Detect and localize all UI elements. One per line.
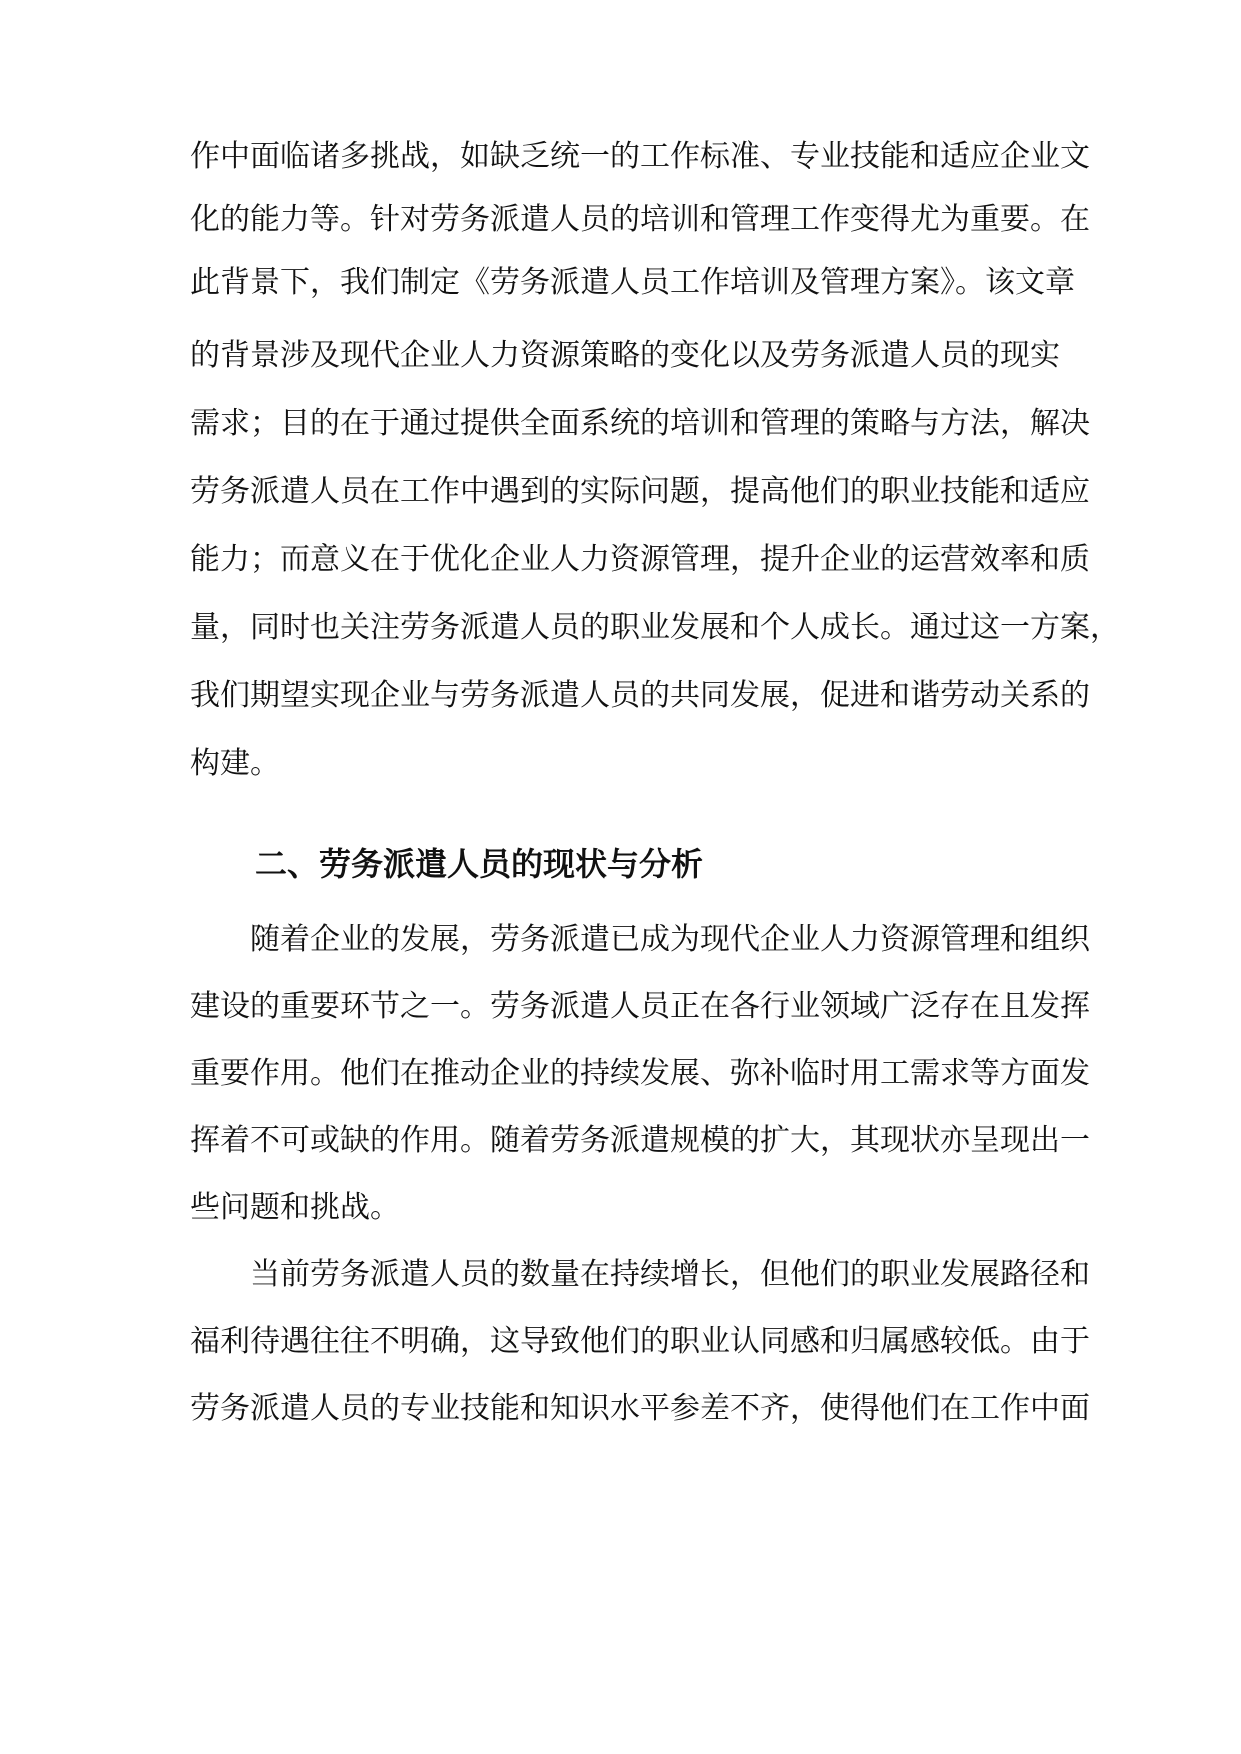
body-line: 此背景下，我们制定《劳务派遣人员工作培训及管理方案》。该文章 [190,265,1075,300]
section-heading: 二、劳务派遣人员的现状与分析 [255,845,704,883]
body-line: 能力；而意义在于优化企业人力资源管理，提升企业的运营效率和质 [190,542,1090,577]
body-line: 福利待遇往往不明确，这导致他们的职业认同感和归属感较低。由于 [190,1324,1090,1359]
body-line: 劳务派遣人员的专业技能和知识水平参差不齐，使得他们在工作中面 [190,1391,1090,1426]
body-line: 挥着不可或缺的作用。随着劳务派遣规模的扩大，其现状亦呈现出一 [190,1123,1090,1158]
body-line: 当前劳务派遣人员的数量在持续增长，但他们的职业发展路径和 [250,1257,1090,1292]
body-line: 的背景涉及现代企业人力资源策略的变化以及劳务派遣人员的现实 [190,338,1060,373]
body-line: 量，同时也关注劳务派遣人员的职业发展和个人成长。通过这一方案， [190,610,1120,645]
body-line: 我们期望实现企业与劳务派遣人员的共同发展，促进和谐劳动关系的 [190,678,1090,713]
body-line: 劳务派遣人员在工作中遇到的实际问题，提高他们的职业技能和适应 [190,474,1090,509]
body-line: 些问题和挑战。 [190,1190,400,1225]
body-line: 构建。 [190,746,280,781]
body-line: 建设的重要环节之一。劳务派遣人员正在各行业领域广泛存在且发挥 [190,989,1090,1024]
body-line: 随着企业的发展，劳务派遣已成为现代企业人力资源管理和组织 [250,922,1090,957]
body-line: 重要作用。他们在推动企业的持续发展、弥补临时用工需求等方面发 [190,1056,1090,1091]
body-line: 需求；目的在于通过提供全面系统的培训和管理的策略与方法，解决 [190,406,1090,441]
body-line: 化的能力等。针对劳务派遣人员的培训和管理工作变得尤为重要。在 [190,202,1090,237]
body-line: 作中面临诸多挑战，如缺乏统一的工作标准、专业技能和适应企业文 [190,139,1090,174]
